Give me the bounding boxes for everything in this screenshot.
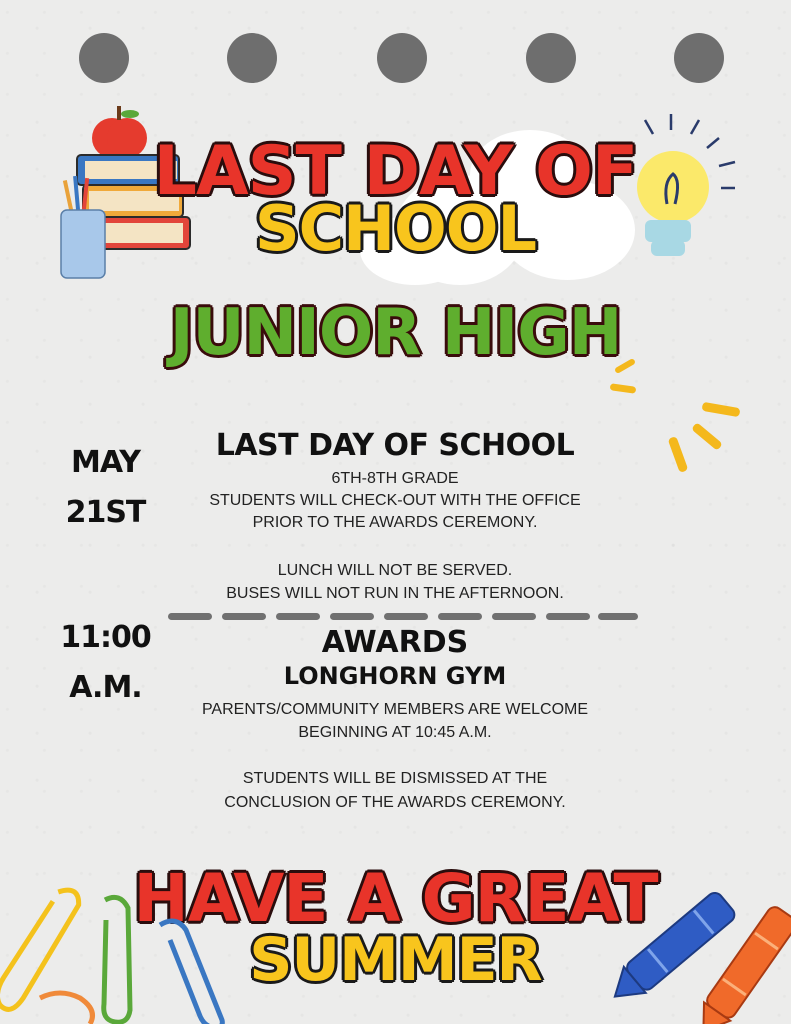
binder-hole	[377, 33, 427, 83]
subtitle: JUNIOR HIGH	[169, 296, 622, 370]
date-line-1: MAY	[71, 445, 140, 480]
date-line-2: 21ST	[65, 495, 146, 530]
footer-line-1: HAVE A GREAT	[133, 860, 658, 937]
section2-line: STUDENTS WILL BE DISMISSED AT THE	[242, 770, 548, 787]
title-line-1: LAST DAY OF	[153, 132, 638, 211]
section1-line: BUSES WILL NOT RUN IN THE AFTERNOON.	[226, 585, 564, 602]
section2-heading: AWARDS	[321, 625, 469, 660]
binder-hole	[526, 33, 576, 83]
binder-hole	[227, 33, 277, 83]
paperclip-icon	[0, 870, 240, 1024]
section2-line: CONCLUSION OF THE AWARDS CEREMONY.	[224, 794, 566, 811]
footer-line-2: SUMMER	[249, 925, 542, 995]
section1-line: LUNCH WILL NOT BE SERVED.	[277, 562, 513, 579]
section1-heading: LAST DAY OF SCHOOL	[215, 428, 575, 463]
section1-line: STUDENTS WILL CHECK-OUT WITH THE OFFICE	[209, 492, 581, 509]
section1-line: 6TH-8TH GRADE	[331, 470, 459, 487]
binder-hole	[79, 33, 129, 83]
section2-line: BEGINNING AT 10:45 A.M.	[298, 724, 492, 741]
time-line-2: A.M.	[69, 670, 142, 705]
section2-subheading: LONGHORN GYM	[283, 662, 507, 690]
section2-line: PARENTS/COMMUNITY MEMBERS ARE WELCOME	[201, 701, 589, 718]
time-line-1: 11:00	[60, 620, 151, 655]
section1-line: PRIOR TO THE AWARDS CEREMONY.	[252, 514, 538, 531]
title-line-2: SCHOOL	[255, 192, 536, 265]
binder-hole	[674, 33, 724, 83]
crayon-icon	[585, 860, 791, 1024]
